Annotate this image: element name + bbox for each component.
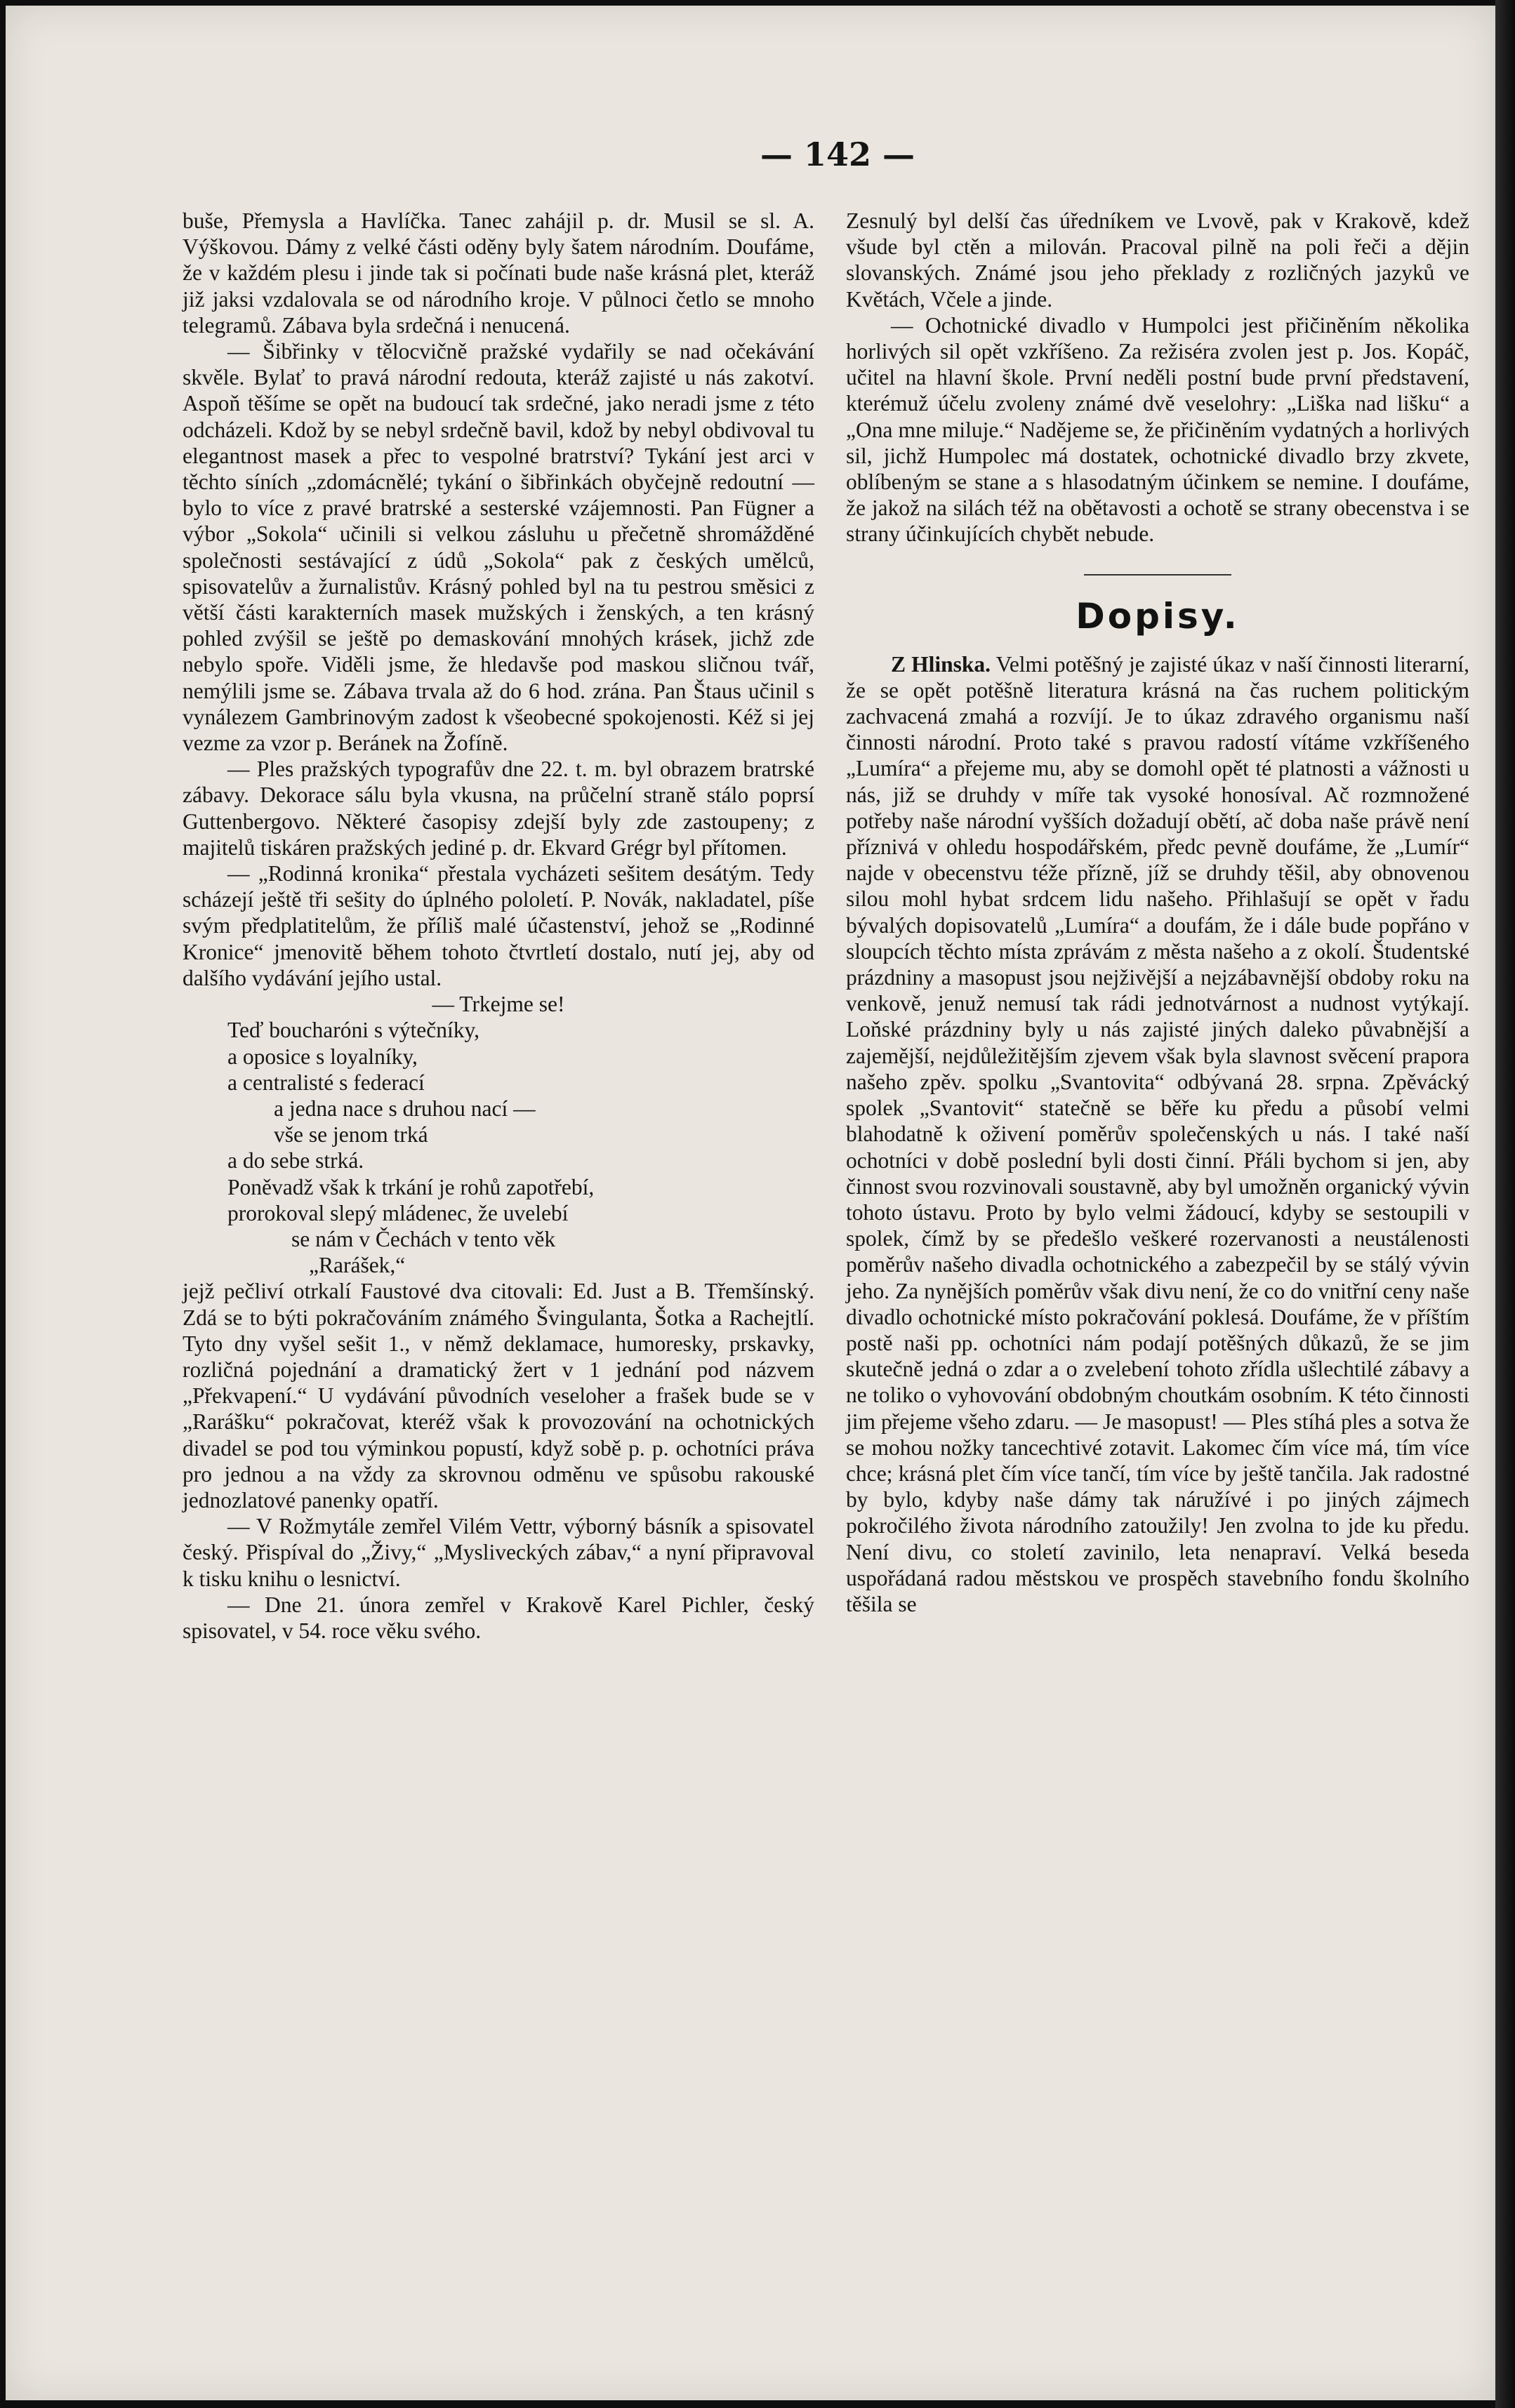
letter-text: Velmi potěšný je zajisté úkaz v naší činnosti literarní, že se opět potěšně literatura krásná na čas ruchem politickým zachvacená zmahá a rozvíjí. Je to úkaz zdravého organismu naší činnosti národní. Proto také s pravou radostí vítáme vzkříšeného „Lumíra“ a přejeme mu, aby se domohl opět té platnosti a vážnosti u nás, již se druhdy v míře tak vysoké honosíval. Ač rozmnožené potřeby naše národní vyšších dožadují obětí, ač doba naše právě není příznivá v ohledu hospodářském, předc pevně doufáme, že „Lumír“ najde v obecenstvu téže přízně, jíž se druhdy těšil, aby obnovenou silou mohl hybat srdcem lidu našeho. Přihlašují se opět v řadu bývalých dopisovatelů „Lumíra“ a doufám, že i dále bude popřáno v sloupcích těchto místa zprávám z města našeho a z okolí. Študentské prázdniny a masopust jsou nejživější a nejzábavnější obdoby roku na venkově, jenuž nemusí tak rádi jednotvárnost a nudnost vytýkají. Loňské prázdniny byly u nás zajisté jiných daleko půvabnější a zajemější, nejdůležitějším zjevem však byla slavnost svěcení prapora našeho zpěv. spolku „Svantovita“ odbývaná 28. srpna. Zpěvácký spolek „Svantovit“ statečně se běře ku předu a působí velmi blahodatně k oživení poměrův společenských u nás. I také naší ochotníci v době poslední byli dosti činní. Přáli bychom si jen, aby činnost svou rozvinovali soustavně, aby byl umožněn organický vývin tohoto ústavu. Proto by bylo velmi žádoucí, kdyby se sestoupili v spolek, čímž by se předešlo veškeré rozervanosti a neustálenosti poměrův našeho divadla ochotnického a zabezpečil by se stálý vývin jeho. Za nynějších poměrův však divu není, že co do vnitřní ceny naše divadlo ochotnické místo pokračování poklesá. Doufáme, že v příštím postě naši pp. ochotníci nám podají potěšných důkazů, že se jim skutečně jedná o zdar a o zvelebení tohoto zřídla ušlechtilé zábavy a ne toliko o vyhovování obdobným choutkám osobním. K této činnosti jim přejeme všeho zdaru. — Je masopust! — Ples stíhá ples a sotva že se mohou nožky tancechtivé zotavit. Lakomec čím více má, tím více chce; krásná plet čím více tančí, tím více by ještě tančila. Jak radostné by bylo, kdyby naše dámy tak náružívé i po jiných zájmech pokročilého života národního zatoužily! Jen zvolna to jde ku předu. Není divu, co století zavinilo, leta nenapraví. Velká beseda uspořádaná radou městskou ve prospěch stavebního fondu školního těšila se xyxy=(846,651,1469,1616)
poem-line: Teď boucharóni s výtečníky, xyxy=(227,1018,480,1043)
article-paragraph: — Ples pražských typografův dne 22. t. m. byl obrazem bratrské zábavy. Dekorace sálu byla vkusna, na průčelní straně stálo poprsí Guttenbergovo. Některé časopisy zdejší byly zde zastoupeny; z majitelů tiskáren pražských jediné p. dr. Ekvard Grégr byl přítomen. xyxy=(183,757,814,860)
section-divider xyxy=(1084,574,1231,576)
article-paragraph: — Ochotnické divadlo v Humpolci jest přičiněním několika horlivých sil opět vzkříšeno. Za režiséra zvolen jest p. Jos. Kopáč, učitel na hlavní škole. První neděli postní bude první představení, kterémuž účelu zvoleny známé dvě veselohry: „Liška nad lišku“ a „Ona mne miluje.“ Nadějeme se, že přičiněním vydatných a horlivých sil, jichž Humpolec má dostatek, ochotnické divadlo brzy zkvete, oblíbeným se stane a s hlasodatným účinkem se nemine. I doufáme, že jakož na silách též na obětavosti a ochotě se strany obecenstva i se strany účinkujících chybět nebude. xyxy=(846,312,1469,547)
poem-title: — Trkejme se! xyxy=(432,992,565,1017)
poem-line: a centralisté s federací xyxy=(227,1070,425,1095)
poem-line: prorokoval slepý mládenec, že uvelebí xyxy=(227,1200,569,1225)
article-paragraph: — „Rodinná kronika“ přestala vycházeti sešitem desátým. Tedy scházejí ještě tři sešity do úplného pololetí. P. Novák, nakladatel, píše svým předplatitelům, že příliš malé účastenství, jehož se „Rodinné Kronice“ jmenovitě během tohoto čtvrtletí dostalo, nutí jej, aby od dalšího vydávání jejího ustal. xyxy=(183,861,814,990)
article-paragraph: jejž pečliví otrkalí Faustové dva citovali: Ed. Just a B. Třemšínský. Zdá se to býti pokračováním známého Švingulanta, Šotka a Rachejtlí. Tyto dny vyšel sešit 1., v němž deklamace, humoresky, prskavky, rozličná pojednání a dramatický žert v 1 jednání pod názvem „Překvapení.“ U vydávání původních veseloher a frašek bude se v „Rarášku“ pokračovat, kteréž však k provozování na ochotnických divadel se pod tou výminkou popustí, když sobě p. p. ochotníci práva pro jednou a na vždy za skrovnou odměnu ve spůsobu rakouské jednozlatové panenky opatří. xyxy=(183,1279,814,1512)
newspaper-page xyxy=(6,6,1495,2400)
poem xyxy=(183,1017,814,1278)
article-paragraph: — Šibřinky v tělocvičně pražské vydařily se nad očekávání skvěle. Bylať to pravá národní redouta, kteráž zajisté u nás zakotví. Aspoň těšíme se opět na budoucí tak srdečné, jako neradi jsme z této odcházeli. Kdož by se nebyl srdečně bavil, kdož by nebyl obdivoval tu elegantnost masek a přec to vespolné bratrství? Tykání jest arci v těchto síních „zdomácnělé; tykání o šibřinkách obyčejně redoutní — bylo to více z pravé bratrské a sesterské vzájemnosti. Pan Fügner a výbor „Sokola“ učinili si velkou zásluhu u přečetně shromážděné společnosti sestávající z údů „Sokola“ pak z českých umělců, spisovatelův a žurnalistův. Krásný pohled byl na tu pestrou směsici z větší části karakterních masek mužských i ženských, a ten krásný pohled zvýšil se ještě po demaskování mnohých krásek, jichž zde nebylo spoře. Viděli jsme, že hledavše pod maskou sličnou tvář, nemýlili jsme se. Zábava trvala až do 6 hod. zrána. Pan Štaus učinil s vynálezem Gambrinovým zadost k všeobecné spokojenosti. Kéž si jej vezme za vzor p. Beránek na Žofíně. xyxy=(183,339,814,756)
poem-line: a jedna nace s druhou nací — xyxy=(274,1096,536,1121)
article-paragraph: buše, Přemysla a Havlíčka. Tanec zahájil p. dr. Musil se sl. A. Výškovou. Dámy z velké části oděny byly šatem národním. Doufáme, že v každém plesu i jinde tak si počínati bude naše krásná plet, kteráž již jaksi vzdalovala se od národního kroje. V půlnoci četlo se mnoho telegramů. Zábava byla srdečná i nenucená. xyxy=(183,208,814,338)
poem-line: Poněvadž však k trkání je rohů zapotřebí, xyxy=(227,1174,595,1199)
left-column xyxy=(183,208,814,1644)
article-paragraph: Zesnulý byl delší čas úředníkem ve Lvově, pak v Krakově, kdež všude byl ctěn a milován. Pracoval pilně na poli řeči a dějin slovanských. Známé jsou jeho překlady z rozličných jazyků ve Květách, Včele a jinde. xyxy=(846,208,1469,312)
article-paragraph: — V Rožmytále zemřel Vilém Vettr, výborný básník a spisovatel český. Přispíval do „Živy,“ „Mysliveckých zábav,“ a nyní připravoval k tisku knihu o lesnictví. xyxy=(183,1514,814,1591)
poem-line: a do sebe strká. xyxy=(227,1148,364,1173)
poem-line: vše se jenom trká xyxy=(274,1122,428,1148)
poem-line: se nám v Čechách v tento věk xyxy=(291,1226,556,1251)
scan-edge xyxy=(1495,0,1515,2408)
section-heading: Dopisy. xyxy=(1076,595,1240,637)
poem-line: „Rarášek,“ xyxy=(309,1253,406,1278)
right-column xyxy=(846,208,1469,1617)
poem-line: a oposice s loyalníky, xyxy=(227,1044,418,1069)
page-number: — 142 — xyxy=(760,135,915,173)
letter-paragraph xyxy=(846,651,1469,1618)
letter-place: Z Hlinska. xyxy=(891,651,991,677)
article-paragraph: — Dne 21. února zemřel v Krakově Karel Pichler, český spisovatel, v 54. roce věku svého. xyxy=(183,1592,814,1643)
